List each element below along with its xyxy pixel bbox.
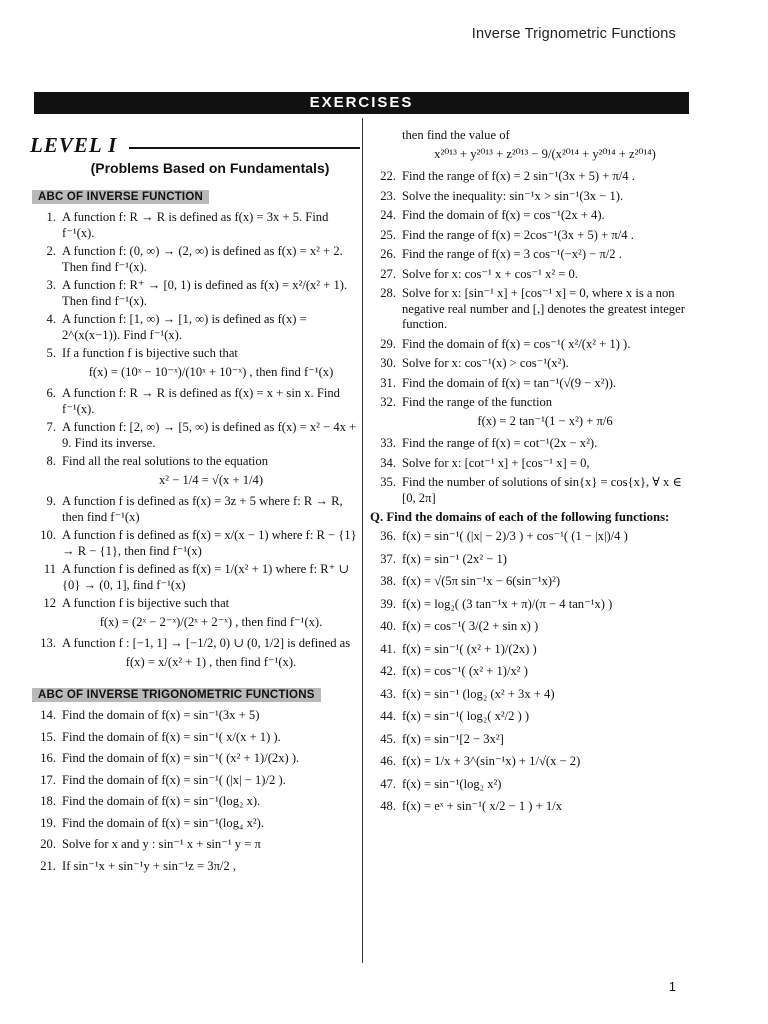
question-item: [30, 708, 360, 724]
question-item: [370, 436, 688, 452]
question-text: f(x) = sin⁻¹( (x² + 1)/(2x) ): [402, 641, 537, 656]
question-number: 39.: [380, 596, 396, 611]
question-number: 46.: [380, 754, 396, 768]
question-number: 1.: [46, 210, 56, 224]
question-text: Solve the inequality: sin⁻¹x > sin⁻¹(3x − 1).: [402, 188, 624, 203]
question-number: 3.: [46, 278, 56, 292]
question-item: [30, 730, 360, 746]
question-item: [370, 732, 688, 748]
question-text: A function f: [1, ∞) → [1, ∞) is defined as f(x) = 2^(x(x−1)). Find f⁻¹(x).: [62, 312, 307, 342]
question-number: 44.: [380, 709, 396, 723]
question-number: 31.: [380, 375, 396, 390]
question-item: [30, 636, 360, 673]
level-subtitle: (Problems Based on Fundamentals): [90, 160, 330, 176]
question-number: 30.: [380, 356, 396, 370]
question-text: A function f is defined as f(x) = 1/(x² + 1) where f: R⁺ ∪ {0} → (0, 1], find f⁻¹(x): [62, 562, 349, 592]
question-text: f(x) = sin⁻¹( (|x| − 2)/3 ) + cos⁻¹( (1 − |x|)/4 ): [402, 529, 628, 543]
question-item: [370, 475, 688, 506]
question-item: [30, 816, 360, 832]
left-question-list: [30, 210, 360, 673]
right-question-list: [370, 128, 688, 506]
question-text: Find the domain of f(x) = tan⁻¹(√(9 − x²)).: [402, 375, 617, 390]
question-item: [370, 574, 688, 590]
question-number: 45.: [380, 731, 396, 746]
question-item: [30, 210, 360, 241]
question-text: f(x) = eˣ + sin⁻¹( x/2 − 1 ) + 1/x: [402, 799, 562, 813]
question-number: 28.: [380, 286, 396, 300]
question-item: [370, 799, 688, 815]
question-item: [370, 777, 688, 793]
question-number: 22.: [380, 169, 396, 183]
question-item: [30, 562, 360, 593]
question-item: [30, 278, 360, 309]
question-number: 27.: [380, 266, 396, 281]
question-number: 18.: [40, 794, 56, 808]
question-item: [30, 312, 360, 343]
question-item: [370, 552, 688, 568]
question-number: 11: [43, 562, 56, 576]
question-text: f(x) = √(5π sin⁻¹x − 6(sin⁻¹x)²): [402, 574, 561, 588]
question-number: 21.: [40, 858, 56, 873]
right-column: [370, 128, 688, 958]
question-text: Find the domain of f(x) = sin⁻¹( x/(x + 1) ).: [62, 729, 281, 744]
question-number: 24.: [380, 208, 396, 222]
question-item: [370, 395, 688, 432]
question-text: f(x) = sin⁻¹( log₂( x²/2 ) ): [402, 709, 530, 723]
question-number: 38.: [380, 574, 396, 588]
question-item: [370, 228, 688, 244]
question-text: Find the domain of f(x) = sin⁻¹(3x + 5): [62, 708, 260, 722]
question-text: Find the range of f(x) = 2cos⁻¹(3x + 5) + π/4 .: [402, 227, 634, 242]
question-text: A function f is defined as f(x) = x/(x − 1) where f: R − {1} → R − {1}, then find f⁻¹(x): [62, 528, 357, 558]
question-item: [370, 619, 688, 635]
question-item: [370, 267, 688, 283]
question-formula: f(x) = 2 tan⁻¹(1 − x²) + π/6: [477, 413, 613, 428]
question-text: Find the range of f(x) = cot⁻¹(2x − x²).: [402, 436, 598, 450]
question-number: 36.: [380, 529, 396, 543]
question-item: [30, 837, 360, 853]
question-text: A function f is bijective such that: [62, 596, 230, 610]
question-number: 8.: [46, 454, 56, 468]
question-item: [30, 794, 360, 810]
question-text: Solve for x: [cot⁻¹ x] + [cos⁻¹ x] = 0,: [402, 455, 590, 470]
column-divider: [362, 118, 363, 963]
question-item: [30, 773, 360, 789]
level-rule: [129, 147, 360, 149]
question-item: [370, 709, 688, 725]
question-text: Find the range of f(x) = 3 cos⁻¹(−x²) − π/2 .: [402, 247, 622, 261]
question-number: 23.: [380, 188, 396, 203]
question-number: 2.: [46, 244, 56, 258]
question-text: A function f: R → R is defined as f(x) = 3x + 5. Find f⁻¹(x).: [62, 210, 329, 240]
question-text: A function f: [2, ∞) → [5, ∞) is defined as f(x) = x² − 4x + 9. Find its inverse.: [62, 420, 357, 450]
question-item: [370, 642, 688, 658]
question-text: A function f: R⁺ → [0, 1) is defined as f(x) = x²/(x² + 1). Then find f⁻¹(x).: [62, 278, 348, 308]
question-number: 42.: [380, 664, 396, 678]
question-text: Find the domain of f(x) = cos⁻¹(2x + 4).: [402, 208, 605, 222]
question-text: If sin⁻¹x + sin⁻¹y + sin⁻¹z = 3π/2 ,: [62, 858, 237, 873]
question-number: 9.: [46, 494, 56, 508]
question-item: [370, 189, 688, 205]
question-item: [370, 208, 688, 224]
question-item: [370, 529, 688, 545]
question-formula: f(x) = x/(x² + 1) , then find f⁻¹(x).: [125, 654, 297, 669]
question-item: [370, 286, 688, 333]
question-text: f(x) = log₂( (3 tan⁻¹x + π)/(π − 4 tan⁻¹x) ): [402, 596, 613, 611]
question-formula: x²⁰¹³ + y²⁰¹³ + z²⁰¹³ − 9/(x²⁰¹⁴ + y²⁰¹⁴ + z²⁰¹⁴): [434, 146, 656, 161]
question-text: A function f: R → R is defined as f(x) = x + sin x. Find f⁻¹(x).: [62, 386, 340, 416]
question-number: 41.: [380, 641, 396, 656]
question-item: [30, 346, 360, 383]
question-text: f(x) = sin⁻¹(log₂ x²): [402, 776, 502, 791]
level-label: LEVEL I: [30, 132, 118, 157]
question-number: 4.: [46, 312, 56, 326]
question-item: [30, 244, 360, 275]
question-item: [30, 494, 360, 525]
question-text: A function f is defined as f(x) = 3z + 5 where f: R → R, then find f⁻¹(x): [62, 494, 343, 524]
question-item: [370, 456, 688, 472]
question-number: 7.: [46, 420, 56, 434]
question-number: 25.: [380, 227, 396, 242]
question-item: [30, 751, 360, 767]
question-text: Find the domain of f(x) = sin⁻¹( (|x| − 1)/2 ).: [62, 772, 286, 787]
question-text: Find the domain of f(x) = sin⁻¹(log₂ x).: [62, 794, 261, 808]
question-number: 14.: [40, 708, 56, 722]
question-text: Solve for x and y : sin⁻¹ x + sin⁻¹ y = π: [62, 837, 261, 851]
question-number: 15.: [40, 729, 56, 744]
question-item: [30, 454, 360, 491]
question-number: 10.: [40, 528, 56, 542]
exercises-banner: EXERCISES: [34, 92, 689, 114]
question-text: Find the range of f(x) = 2 sin⁻¹(3x + 5) + π/4 .: [402, 169, 635, 183]
question-text: Find the domain of f(x) = cos⁻¹( x²/(x² + 1) ).: [402, 336, 631, 351]
question-number: 29.: [380, 336, 396, 351]
question-item: [370, 376, 688, 392]
question-formula: f(x) = (10ˣ − 10⁻ˣ)/(10ˣ + 10⁻ˣ) , then find f⁻¹(x): [88, 364, 334, 379]
question-item: [370, 356, 688, 372]
question-text: A function f: (0, ∞) → (2, ∞) is defined as f(x) = x² + 2. Then find f⁻¹(x).: [62, 244, 343, 274]
question-text: Find the domain of f(x) = sin⁻¹(log₄ x²).: [62, 815, 264, 830]
question-item: [370, 687, 688, 703]
question-number: 40.: [380, 619, 396, 633]
question-number: 12: [43, 596, 56, 610]
question-text: f(x) = sin⁻¹[2 − 3x²]: [402, 731, 504, 746]
section-label-inverse-function: ABC OF INVERSE FUNCTION: [32, 190, 209, 204]
question-number: 6.: [46, 386, 56, 400]
question-formula: f(x) = (2ˣ − 2⁻ˣ)/(2ˣ + 2⁻ˣ) , then find f⁻¹(x).: [99, 614, 323, 629]
left-column: [30, 132, 360, 962]
question-item: [370, 128, 688, 165]
question-number: 20.: [40, 837, 56, 851]
question-item: [370, 597, 688, 613]
question-item: [30, 859, 360, 875]
question-text: f(x) = sin⁻¹ (2x² − 1): [402, 551, 507, 566]
question-number: 47.: [380, 776, 396, 791]
running-header-title: Inverse Trignometric Functions: [471, 26, 676, 42]
question-number: 5.: [46, 346, 56, 360]
question-number: 32.: [380, 395, 396, 409]
question-number: 26.: [380, 247, 396, 261]
question-number: 16.: [40, 751, 56, 765]
level-heading: [30, 132, 360, 158]
question-item: [30, 386, 360, 417]
question-text: f(x) = cos⁻¹( (x² + 1)/x² ): [402, 664, 528, 678]
question-text: Solve for x: cos⁻¹ x + cos⁻¹ x² = 0.: [402, 266, 578, 281]
question-text: f(x) = cos⁻¹( 3/(2 + sin x) ): [402, 619, 539, 633]
page-number: 1: [668, 979, 676, 994]
question-number: 35.: [380, 475, 396, 489]
domain-question-heading: Q. Find the domains of each of the following functions:: [370, 510, 670, 524]
question-text: Find the range of the function: [402, 395, 553, 409]
section-label-inverse-trig: ABC OF INVERSE TRIGONOMETRIC FUNCTIONS: [32, 688, 321, 702]
question-text: Solve for x: [sin⁻¹ x] + [cos⁻¹ x] = 0, where x is a non negative real number and [,] denotes the greatest integer function.: [402, 286, 685, 331]
question-item: [30, 596, 360, 633]
question-text: Find all the real solutions to the equation: [62, 454, 269, 468]
question-item: [370, 247, 688, 263]
question-text: f(x) = sin⁻¹ (log₂ (x² + 3x + 4): [402, 686, 555, 701]
question-item: [30, 528, 360, 559]
question-item: [370, 664, 688, 680]
question-text: f(x) = 1/x + 3^(sin⁻¹x) + 1/√(x − 2): [402, 754, 581, 768]
question-number: 37.: [380, 551, 396, 566]
question-number: 33.: [380, 436, 396, 450]
question-number: 17.: [40, 772, 56, 787]
question-text: Solve for x: cos⁻¹(x) > cos⁻¹(x²).: [402, 356, 569, 370]
question-text: If a function f is bijective such that: [62, 346, 238, 360]
question-item: [30, 420, 360, 451]
question-formula: x² − 1/4 = √(x + 1/4): [158, 472, 264, 487]
question-number: 19.: [40, 815, 56, 830]
question-item: [370, 754, 688, 770]
question-number: 48.: [380, 799, 396, 813]
question-text: Find the domain of f(x) = sin⁻¹( (x² + 1)/(2x) ).: [62, 751, 300, 765]
left-trig-question-list: [30, 708, 360, 874]
question-item: [370, 337, 688, 353]
question-number: 13.: [40, 636, 56, 650]
question-text: A function f : [−1, 1] → [−1/2, 0) ∪ (0, 1/2] is defined as: [62, 636, 351, 650]
question-item: [370, 169, 688, 185]
question-text: Find the number of solutions of sin{x} = cos{x}, ∀ x ∈ [0, 2π]: [402, 475, 682, 505]
question-number: 43.: [380, 686, 396, 701]
question-text: then find the value of: [402, 128, 510, 142]
question-number: 34.: [380, 455, 396, 470]
right-domain-question-list: [370, 529, 688, 815]
